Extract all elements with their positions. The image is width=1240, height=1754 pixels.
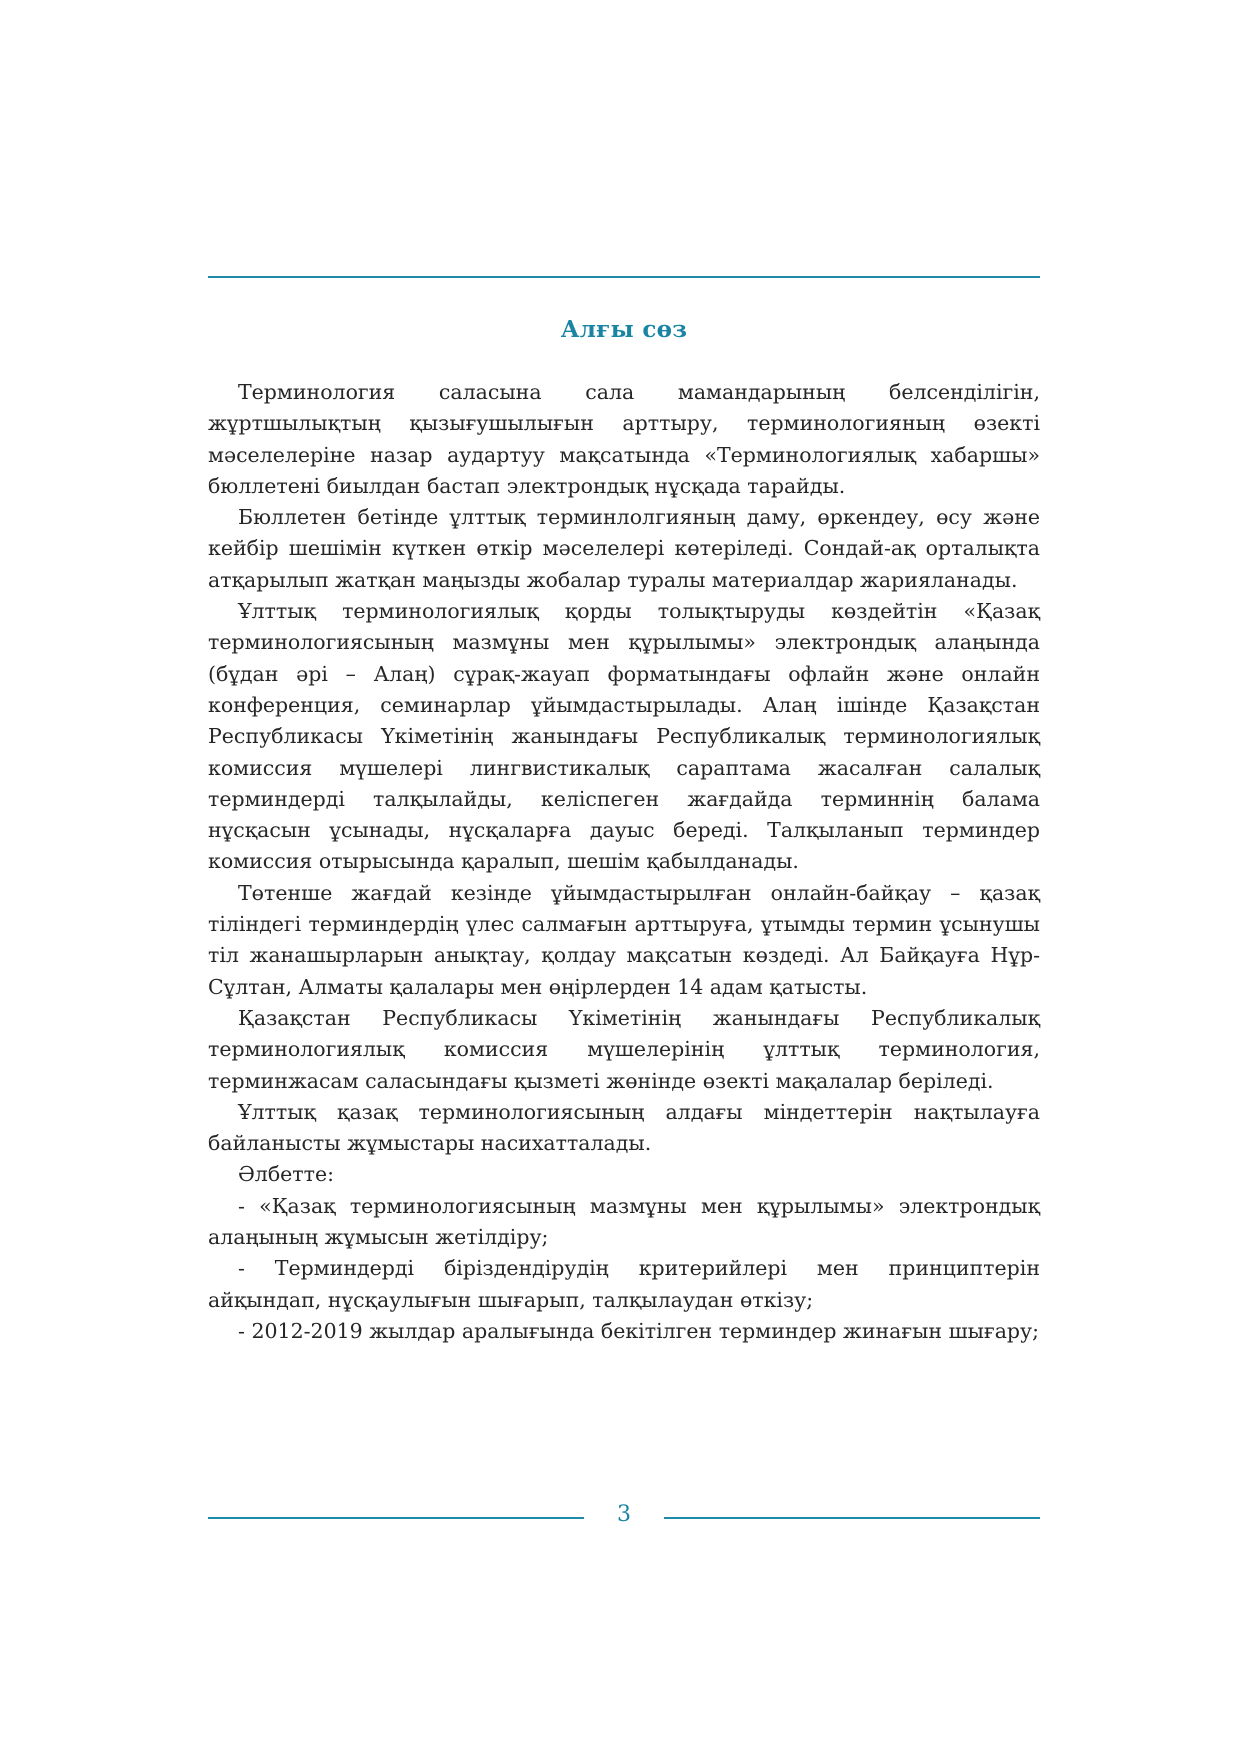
footer-rule-left [208, 1517, 584, 1519]
footer-rule-right [664, 1517, 1040, 1519]
list-item: - «Қазақ терминологиясының мазмұны мен құрылымы» электрондық алаңының жұмысын жетілдіру; [208, 1193, 1040, 1250]
list-item: - Терминдерді біріздендірудің критерийлері мен принциптерін айқындап, нұсқаулығын шығарып, талқылаудан өткізу; [208, 1256, 1040, 1312]
paragraph: Бюллетен бетінде ұлттық терминлолгияның даму, өркендеу, өсу және кейбір шешімін күткен өткір мәселелері көтеріледі. Сондай-ақ орталықта атқарылып жатқан маңызды жобалар туралы материалдар жарияланады. [208, 505, 1040, 592]
paragraph: Ұлттық терминологиялық қорды толықтыруды көздейтін «Қазақ терминологиясының мазмұны мен құрылымы» электрондық алаңында (бұдан әрі – Алаң) сұрақ-жауап форматындағы офлайн және онлайн конференция, семинарлар ұйымдастырылады. Алаң ішінде Қазақстан Республикасы Үкіметінің жанындағы Республикалық терминологиялық комиссия мүшелері лингвистикалық сараптама жасалған салалық терминдерді талқылайды, келіспеген жағдайда терминнің балама нұсқасын ұсынады, нұсқаларға дауыс береді. Талқыланып терминдер комиссия отырысында қаралып, шешім қабылданады. [208, 599, 1040, 874]
paragraph: Терминология саласына сала мамандарының белсенділігін, жұртшылықтың қызығушылығын арттыру, терминологияның өзекті мәселелеріне назар аудартуу мақсатында «Терминологиялық хабаршы» бюллетені биылдан бастап электрондық нұсқада тарайды. [208, 380, 1040, 498]
list-item: - 2012-2019 жылдар аралығында бекітілген терминдер жинағын шығару; [238, 1318, 1040, 1343]
page-number: 3 [617, 1502, 631, 1527]
header-rule [208, 276, 1040, 278]
paragraph-intro: Әлбетте: [238, 1162, 335, 1187]
page-heading: Алғы сөз [560, 316, 688, 343]
body-text [208, 377, 1040, 1347]
paragraph: Төтенше жағдай кезінде ұйымдастырылған онлайн-байқау – қазақ тіліндегі терминдердің үлес салмағын арттыруға, ұтымды термин ұсынушы тіл жанашырларын анықтау, қолдау мақсатын көздеді. Ал Байқауға Нұр-Сұлтан, Алматы қалалары мен өңірлерден 14 адам қатысты. [208, 880, 1040, 999]
paragraph: Қазақстан Республикасы Үкіметінің жанындағы Республикалық терминологиялық комиссия мүшелерінің ұлттық терминология, терминжасам саласындағы қызметі жөнінде өзекті мақалалар беріледі. [208, 1005, 1040, 1093]
paragraph: Ұлттық қазақ терминологиясының алдағы міндеттерін нақтылауға байланысты жұмыстары насихатталады. [208, 1099, 1040, 1156]
